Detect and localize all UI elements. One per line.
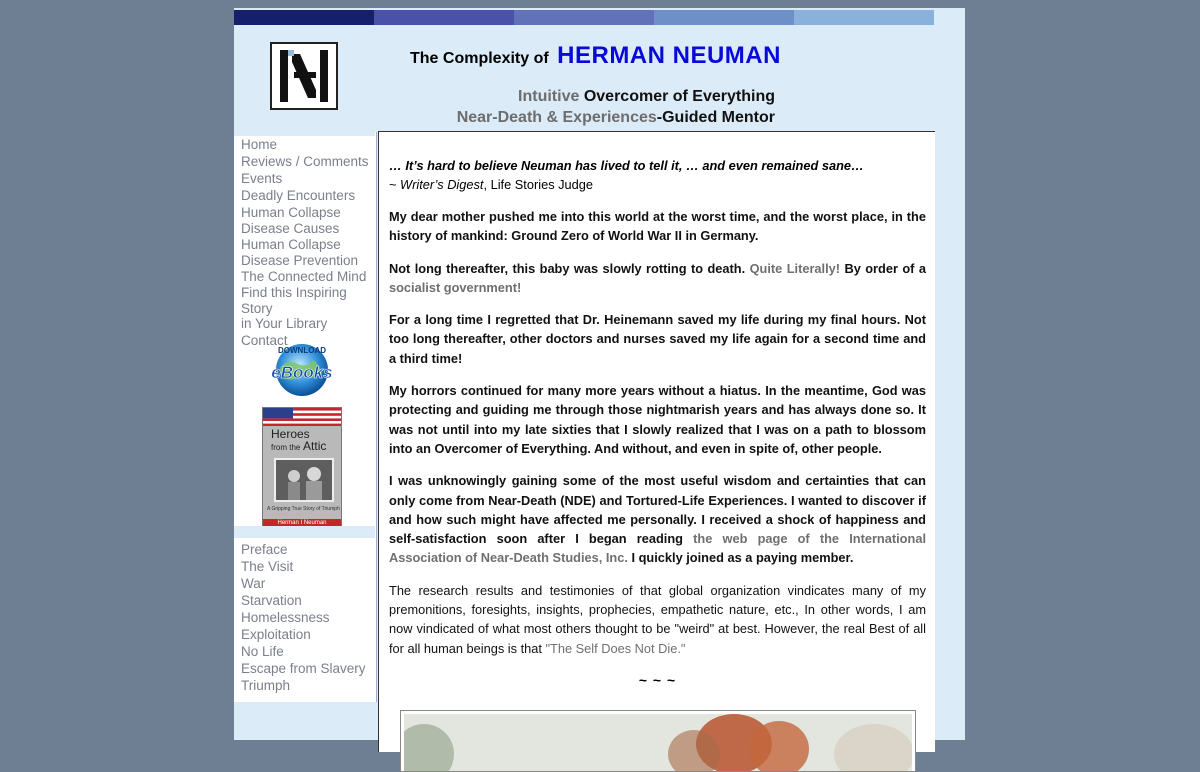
subtitle-overcomer: Overcomer of Everything [579,88,775,105]
nav-deadly-encounters[interactable]: Deadly Encounters [241,188,356,203]
nav-human-collapse-causes[interactable] [241,205,376,236]
nav-connected-mind[interactable]: The Connected Mind [241,269,367,284]
nav-human-collapse-causes-line2: Disease Causes [241,220,340,236]
nav-war[interactable]: War [241,576,266,591]
subtitle-mentor: -Guided Mentor [656,109,775,126]
attribution-source: Writer’s Digest [400,177,484,192]
nav-human-collapse-prevention-line1: Human Collapse [241,237,341,252]
site-subtitle [457,86,775,128]
attribution-tilde: ~ [389,177,401,192]
paragraph-6-text: The research results and testimonies of that global organization vindicates many of my premonitions, foresights, insights, prophecies, empathetic nature, etc., In other words, I am now vindicated of what most others thought to be "weird" at best. However, the real Best of all for all human beings is that [389,582,926,656]
nav-reviews-comments[interactable]: Reviews / Comments [241,154,369,169]
nav-find-in-library-line1: Find this Inspiring Story [241,285,347,316]
nav-find-in-library-line2: in Your Library [241,316,328,331]
title-prefix: The Complexity of [410,50,549,67]
book-title-from-attic [271,440,326,454]
featured-photo-image [404,714,912,772]
color-bar-segment-3 [514,10,654,25]
book-cover-heroes-from-the-attic[interactable] [262,407,342,529]
nav-human-collapse-prevention[interactable] [241,237,376,268]
content-body [389,156,926,688]
paragraph-2-text-b: By order of a [840,260,926,276]
review-quote: … It’s hard to believe Neuman has lived to tell it, … and even remained sane… [389,158,864,173]
paragraph-3: For a long time I regretted that Dr. Heinemann saved my life during my final hours. Not too long thereafter, other doctors and nurses saved my life again for a second time and a third time! [389,312,926,366]
paragraph-2-text-a: Not long thereafter, this baby was slowly rotting to death. [389,260,750,276]
hn-logo-icon[interactable] [270,42,338,110]
link-quite-literally[interactable]: Quite Literally! [749,260,841,276]
color-bar-segment-5 [794,10,934,25]
nav-starvation[interactable]: Starvation [241,593,302,608]
nav-events[interactable]: Events [241,171,283,186]
review-attribution [389,175,926,194]
sidebar [234,132,377,702]
nav-contact[interactable]: Contact [241,332,288,348]
book-title [271,428,326,454]
ebook-badge-download-text: DOWNLOAD [278,346,326,355]
subtitle-line-1 [457,86,775,107]
title-name: HERMAN NEUMAN [557,42,781,69]
color-bar-segment-1 [234,10,374,25]
book-cover-photo [274,458,334,502]
featured-photo [400,710,916,772]
color-bar-segment-2 [374,10,514,25]
link-socialist-government[interactable]: socialist government! [389,279,522,295]
ebook-badge-main-text: eBooks [271,363,333,382]
nav-human-collapse-causes-line1: Human Collapse [241,205,341,220]
download-ebooks-icon[interactable] [262,338,342,400]
book-title-from-the: from the [271,443,301,452]
paragraph-5-text-b: I quickly joined as a paying member. [627,550,854,566]
attribution-rest: , Life Stories Judge [483,177,594,192]
american-flag-icon [263,408,341,426]
nav-triumph[interactable]: Triumph [241,678,291,693]
book-author: Herman I Neuman [263,519,341,528]
chapter-nav [241,541,366,694]
nav-find-in-library[interactable] [241,285,376,332]
nav-no-life[interactable]: No Life [241,644,284,659]
nav-homelessness[interactable]: Homelessness [241,610,330,625]
link-self-does-not-die[interactable]: "The Self Does Not Die." [545,640,686,656]
paragraph-4: My horrors continued for many more years without a hiatus. In the meantime, God was protecting and guiding me through those nightmarish years and has always done so. It was not until into my late sixties that I slowly realized that I was on a path to blossom into an Overcomer of Everything. And without, and even in spite of, other people. [389,383,926,456]
header-color-bar [234,10,934,25]
nav-the-visit[interactable]: The Visit [241,559,294,574]
book-title-attic: Attic [303,439,327,453]
nav-preface[interactable]: Preface [241,542,288,557]
nav-human-collapse-prevention-line2: Disease Prevention [241,252,359,268]
paragraph-5-text-a: I was unknowingly gaining some of the most useful wisdom and certainties that can only come from Near-Death (NDE) and Tortured-Life Experiences. I wanted to discover if and how such might have affected me personally. I received a shock of happiness and self-satisfaction soon after I began reading [389,473,926,547]
subtitle-near-death: Near-Death & Experiences [456,109,657,126]
link-iands-web-page[interactable]: the web page of the International Association of Near-Death Studies, Inc. [389,531,926,566]
nav-exploitation[interactable]: Exploitation [241,627,311,642]
book-tagline: A Gripping True Story of Triumph [267,506,340,512]
subtitle-line-2 [457,107,775,128]
page-wrapper [234,8,965,740]
paragraph-5 [389,471,926,567]
site-title [410,42,781,70]
paragraph-2 [389,259,926,298]
main-nav [241,136,376,349]
main-content [378,131,935,752]
subtitle-intuitive: Intuitive [518,88,580,105]
sidebar-middle-separator [234,526,375,538]
section-divider: ~ ~ ~ [638,671,677,688]
book-title-heroes: Heroes [271,427,310,441]
paragraph-1: My dear mother pushed me into this world at the worst time, and the worst place, in the history of mankind: Ground Zero of World War II in Germany. [389,209,926,244]
nav-escape-from-slavery[interactable]: Escape from Slavery [241,661,366,676]
paragraph-6 [389,581,926,658]
color-bar-segment-4 [654,10,794,25]
nav-home[interactable]: Home [241,137,278,152]
